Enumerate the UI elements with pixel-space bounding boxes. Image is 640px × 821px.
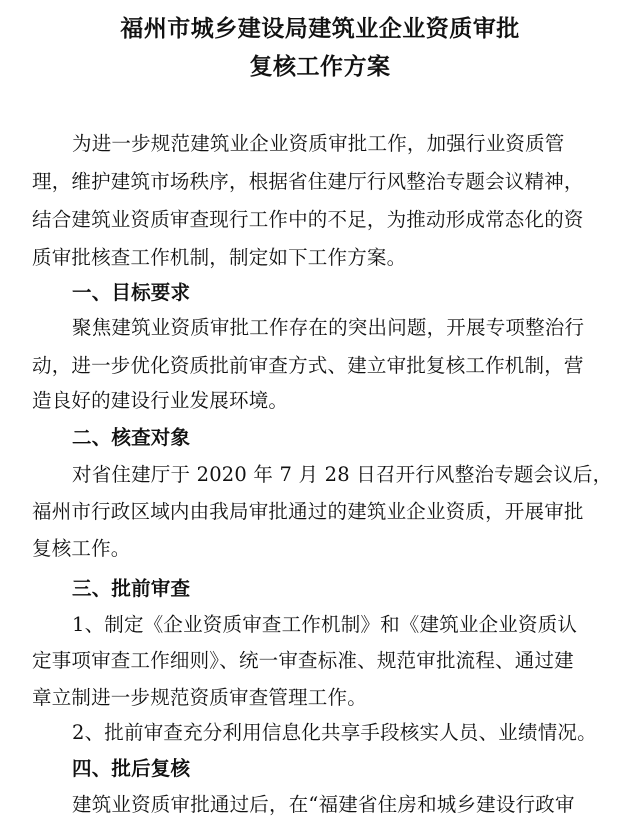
- paragraph-line: 为进一步规范建筑业企业资质审批工作，加强行业资质管: [72, 132, 565, 155]
- paragraph-line: 定事项审查工作细则》、统一审查标准、规范审批流程、通过建: [32, 649, 574, 672]
- paragraph-line: 质审批核查工作机制，制定如下工作方案。: [32, 246, 407, 269]
- paragraph-line: 复核工作。: [32, 537, 131, 560]
- paragraph-line: 2、批前审查充分利用信息化共享手段核实人员、业绩情况。: [72, 721, 597, 744]
- paragraph-line: 结合建筑业资质审查现行工作中的不足，为推动形成常态化的资: [32, 208, 584, 231]
- paragraph-line: 福州市行政区域内由我局审批通过的建筑业企业资质，开展审批: [32, 500, 584, 523]
- section-heading: 三、批前审查: [72, 577, 191, 600]
- paragraph-line: 1、制定《企业资质审查工作机制》和《建筑业企业资质认: [72, 613, 578, 636]
- paragraph-line: 聚焦建筑业资质审批工作存在的突出问题，开展专项整治行: [72, 316, 585, 339]
- document-title-line-2: 复核工作方案: [249, 53, 391, 80]
- section-heading: 二、核查对象: [72, 426, 191, 449]
- paragraph-line: 对省住建厅于 2020 年 7 月 28 日召开行风整治专题会议后，: [72, 463, 613, 486]
- paragraph-line: 建筑业资质审批通过后，在“福建省住房和城乡建设行政审: [72, 793, 575, 816]
- paragraph-line: 造良好的建设行业发展环境。: [32, 389, 289, 412]
- section-heading: 四、批后复核: [72, 757, 191, 780]
- paragraph-line: 章立制进一步规范资质审查管理工作。: [32, 686, 367, 709]
- section-heading: 一、目标要求: [72, 281, 191, 304]
- paragraph-line: 理，维护建筑市场秩序，根据省住建厅行风整治专题会议精神，: [32, 170, 584, 193]
- document-title-line-1: 福州市城乡建设局建筑业企业资质审批: [120, 15, 520, 42]
- paragraph-line: 动，进一步优化资质批前审查方式、建立审批复核工作机制，营: [32, 354, 584, 377]
